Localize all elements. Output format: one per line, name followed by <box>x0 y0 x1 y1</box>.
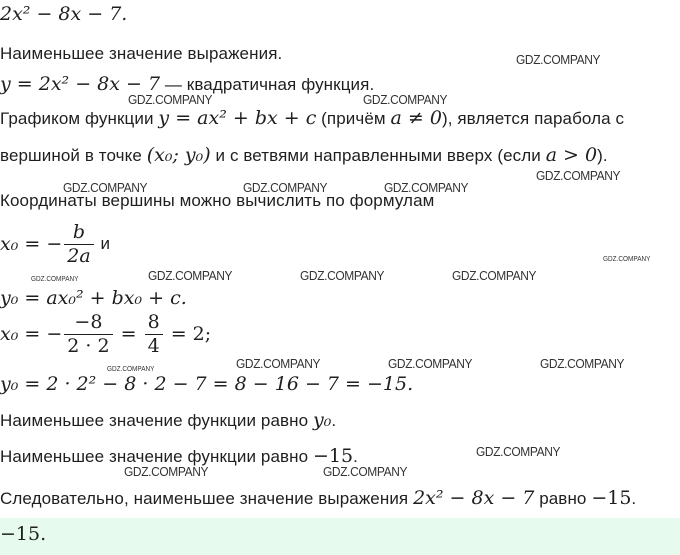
watermark: GDZ.COMPANY <box>128 92 213 107</box>
min-text-1-end: . <box>331 411 337 430</box>
watermark: GDZ.COMPANY <box>300 268 385 283</box>
watermark-small: GDZ.COMPANY <box>107 366 155 373</box>
min-text-2: Наименьшее значение функции равно <box>0 447 314 466</box>
x0-calc-left: x₀ = − <box>0 322 63 345</box>
watermark: GDZ.COMPANY <box>388 356 473 371</box>
expression: 2x² − 8x − 7. <box>0 3 128 25</box>
conclusion-end: . <box>631 489 637 508</box>
vertex-point: (x₀; y₀) <box>146 144 211 166</box>
watermark: GDZ.COMPANY <box>323 464 408 479</box>
watermark: GDZ.COMPANY <box>63 180 148 195</box>
x0-calc-mid: = <box>114 322 143 345</box>
y0-calc: y₀ = 2 · 2² − 8 · 2 − 7 = 8 − 16 − 7 = −15. <box>0 373 414 395</box>
conclusion-expression: 2x² − 8x − 7 <box>413 487 535 509</box>
watermark: GDZ.COMPANY <box>452 268 537 283</box>
vertex-condition: a > 0 <box>545 144 598 166</box>
x0-calc-line <box>0 312 211 357</box>
min-line-1 <box>0 410 336 431</box>
watermark: GDZ.COMPANY <box>148 268 233 283</box>
x0-calc-den2: 4 <box>147 334 160 357</box>
quadratic-formula: y = 2x² − 8x − 7 <box>0 73 161 95</box>
x0-formula-left: x₀ = − <box>0 232 63 255</box>
graph-text-1: Графиком функции <box>0 109 159 128</box>
watermark: GDZ.COMPANY <box>363 92 448 107</box>
conclusion-text-2: равно <box>534 489 592 508</box>
quadratic-text: — квадратичная функция. <box>160 75 375 94</box>
x0-formula-den: 2a <box>67 244 91 267</box>
answer-box <box>0 518 680 555</box>
vertex-text-2: и с ветвями направленными вверх (если <box>210 146 546 165</box>
watermark: GDZ.COMPANY <box>476 444 561 459</box>
graph-condition: a ≠ 0 <box>390 107 442 129</box>
graph-text-2: (причём <box>316 109 391 128</box>
watermark-small: GDZ.COMPANY <box>31 276 79 283</box>
vertex-text-3: ). <box>597 146 608 165</box>
watermark: GDZ.COMPANY <box>540 356 625 371</box>
vertex-line <box>0 145 608 166</box>
graph-formula: y = ax² + bx + c <box>158 107 317 129</box>
answer: −15. <box>0 523 47 545</box>
y0-calc-line <box>0 374 413 395</box>
graph-text-3: ), является парабола с <box>441 109 625 128</box>
watermark-small: GDZ.COMPANY <box>603 256 651 263</box>
graph-line <box>0 108 624 129</box>
min-text-2-end: . <box>353 447 358 466</box>
conclusion-value: −15 <box>591 487 632 509</box>
x0-formula-num: b <box>64 222 93 245</box>
vertex-text-1: вершиной в точке <box>0 146 147 165</box>
watermark: GDZ.COMPANY <box>243 180 328 195</box>
expression-line <box>0 4 127 25</box>
x0-formula-fraction <box>64 222 93 267</box>
min-text-1: Наименьшее значение функции равно <box>0 411 314 430</box>
conclusion-text-1: Следовательно, наименьшее значение выражения <box>0 489 414 508</box>
x0-formula-line <box>0 222 110 267</box>
heading: Наименьшее значение выражения. <box>0 44 283 63</box>
x0-formula-and: и <box>95 234 111 254</box>
min-math-2: −15 <box>313 445 354 467</box>
min-math-1: y₀ <box>313 409 332 431</box>
watermark: GDZ.COMPANY <box>536 168 621 183</box>
watermark: GDZ.COMPANY <box>384 180 469 195</box>
y0-formula: y₀ = ax₀² + bx₀ + c. <box>0 287 187 309</box>
coords-text: Координаты вершины можно вычислить по формулам <box>0 191 435 210</box>
y0-formula-line <box>0 288 187 309</box>
conclusion-line <box>0 488 636 509</box>
x0-calc-num2: 8 <box>145 312 163 335</box>
watermark: GDZ.COMPANY <box>124 464 209 479</box>
x0-calc-right: = 2; <box>164 322 212 345</box>
x0-calc-num: −8 <box>64 312 112 335</box>
watermark: GDZ.COMPANY <box>516 52 601 67</box>
x0-calc-fraction-2 <box>145 312 163 357</box>
x0-calc-fraction-1 <box>64 312 112 357</box>
x0-calc-den: 2 · 2 <box>67 334 110 357</box>
watermark: GDZ.COMPANY <box>236 356 321 371</box>
